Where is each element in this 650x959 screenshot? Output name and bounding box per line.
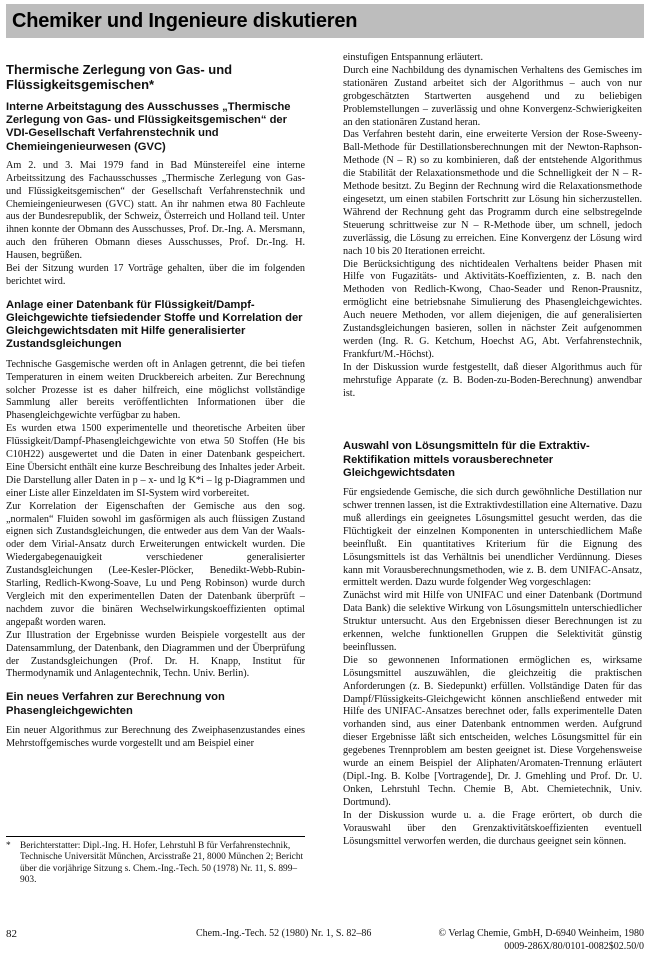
paragraph: Ein neuer Algorithmus zur Berechnung des Zweiphasenzustandes eines Mehrstoffgemisches wurde vorgestellt und am Beispiel einer <box>6 724 305 749</box>
paragraph: einstufigen Entspannung erläutert. <box>343 52 484 63</box>
page-footer <box>6 928 644 956</box>
section-banner <box>6 4 644 38</box>
paragraph: Zunächst wird mit Hilfe von UNIFAC und einer Datenbank (Dortmund Data Bank) die selektive Wirkung von Lösungsmitteln unterschiedlicher Struktur untersucht. Aus den Ergebnissen dieser Berechnungen ist zu erkennen, welche funktionellen Gruppen die Selektivität günstig beeinflussen. <box>343 590 642 653</box>
paragraph: Die Berücksichtigung des nichtidealen Verhaltens beider Phasen mit Hilfe von Fugazitäts- und Aktivitäts-Koeffizienten, z. B. nach den Methoden von Redlich-Kwong, Chao-Seader und Renon-Prausnitz, ermöglicht eine betriebsnahe Simulierung des Phasengleichgewichtes. Auch neuere Methoden, vor allem diejenigen, die auf generalisierten Zustandsgleichungen basieren, sollen in nächster Zeit aufgenommen werden (Ing. R. G. Ketchum, Hoechst AG, Abt. Verfahrenstechnik, Frankfurt/M.-Höchst). <box>343 258 642 360</box>
footnote-mark: * <box>6 841 11 851</box>
page-number: 82 <box>6 928 17 940</box>
paragraph: In der Diskussion wurde u. a. die Frage erörtert, ob durch die Vorauswahl über den Grenzaktivitätskoeffizienten eventuell Lösungsmittel verworfen werden, die durchaus geeignet sein können. <box>343 809 642 847</box>
section-heading: Auswahl von Lösungsmitteln für die Extraktiv-Rektifikation mittels vorausberechneter Gleichgewichtsdaten <box>343 440 590 479</box>
footnote <box>6 836 305 887</box>
paragraph: Zur Illustration der Ergebnisse wurden Beispiele vorgestellt aus der Datensammlung, der Datenbank, den Diagrammen und der Überprüfung der Zustandsgleichungen (Prof. Dr. H. Knapp, Institut für Thermodynamik und Anlagentechnik, Techn. Univ. Berlin). <box>6 629 305 680</box>
section-heading: Ein neues Verfahren zur Berechnung von Phasengleichgewichten <box>6 691 225 717</box>
issn-code: 0009-286X/80/0101-0082$02.50/0 <box>504 941 644 952</box>
paragraph: Das Verfahren besteht darin, eine erweiterte Version der Rose-Sweeny-Ball-Methode für Destillationsberechnungen mit der Newton-Raphson-Methode (N – R) so zu kombinieren, daß der entstehende Algorithmus die Stabilität der Relaxationsmethode und die Schnelligkeit der N – R-Methode besitzt. Zu Beginn der Rechnung wird die Relaxationsmethode eingesetzt, um einen stabilen Fortschritt zur Lösung hin sicherzustellen. Während der Rechnung geht das Programm durch eine selbstregelnde Steuerung schrittweise zur N – R-Methode über, um schnell, jedoch zuverlässig, die Lösung zu erreichen. Eine Konvergenz der Lösung wird nach 10 bis 20 Iterationen erreicht. <box>343 129 642 257</box>
banner-title: Chemiker und Ingenieure diskutieren <box>12 10 358 32</box>
paragraph: Es wurden etwa 1500 experimentelle und theoretische Arbeiten über Flüssigkeit/Dampf-Phasengleichgewichte von etwa 50 Stoffen (He bis C10H22) ausgewertet und die Daten in einer Datenbank gespeichert. Eine Übersicht enthält eine kurze Beschreibung des Inhaltes jeder Arbeit. Die Darstellung aller Daten in p – x- und lg K*i – lg p-Diagrammen und einer Liste aller Einzeldaten im SI-System wird vorbereitet. <box>6 423 305 499</box>
footnote-text: Berichterstatter: Dipl.-Ing. H. Hofer, Lehrstuhl B für Verfahrenstechnik, Technische Universität München, Arcisstraße 21, 8000 München 2; Bericht über die vorjährige Sitzung s. Chem.-Ing.-Tech. 50 (1978) Nr. 11, S. 899–903. <box>20 841 304 886</box>
article-subheading: Interne Arbeitstagung des Ausschusses „Thermische Zerlegung von Gas- und Flüssigkeitsgemischen“ der VDI-Gesellschaft Verfahrenstechnik und Chemieingenieurwesen (GVC) <box>6 101 291 153</box>
copyright-notice: © Verlag Chemie, GmbH, D-6940 Weinheim, 1980 <box>438 928 644 939</box>
right-column <box>343 52 642 882</box>
paragraph: In der Diskussion wurde festgestellt, daß dieser Algorithmus auch für mehrstufige Apparate (z. B. Boden-zu-Boden-Berechnung) anwendbar ist. <box>343 361 642 399</box>
paragraph: Durch eine Nachbildung des dynamischen Verhaltens des Gemisches im stationären Zustand arbeitet sich der Algorithmus – auch von nur grobgeschätzten Startwerten ausgehend und zu beliebigen Problemstellungen – zuverlässig und ohne Konvergenz-Schwierigkeiten an den stationären Zustand heran. <box>343 64 642 128</box>
paragraph: Die so gewonnenen Informationen ermöglichen es, wirksame Lösungsmittel auszuwählen, die gleichzeitig die praktischen Anforderungen (z. B. Siedepunkt) erfüllen. Vollständige Daten für das Dampf/Flüssigkeits-Gleichgewicht können anschließend entweder mit Hilfe des UNIFAC-Ansatzes berechnet oder, falls experimentelle Daten vorhanden sind, aus einer Datenbank entnommen werden. Aufgrund dieser Ergebnisse läßt sich entscheiden, welches Lösungsmittel für ein gegebenes Trennproblem am besten geeignet ist. Diese Vorgehensweise wurde an einem Beispiel der Aliphaten/Aromaten-Trennung erläutert (Dipl.-Ing. B. Kolbe [Vortragende], Dr. J. Gmehling und Prof. Dr. U. Onken, Lehrstuhl Techn. Chemie B, Abt. Chemietechnik, Univ. Dortmund). <box>343 654 642 808</box>
section-heading: Anlage einer Datenbank für Flüssigkeit/Dampf-Gleichgewichte tiefsiedender Stoffe und Korrelation der Gleichgewichtsdaten mit Hilfe generalisierter Zustandsgleichungen <box>6 298 303 351</box>
journal-citation: Chem.-Ing.-Tech. 52 (1980) Nr. 1, S. 82–86 <box>196 928 372 939</box>
left-column <box>6 62 305 882</box>
article-heading: Thermische Zerlegung von Gas- und Flüssigkeitsgemischen* <box>6 62 233 92</box>
paragraph: Für engsiedende Gemische, die sich durch gewöhnliche Destillation nur schwer trennen lassen, ist die Extraktivdestillation eine Alternative. Dazu muß allerdings ein geeignetes Lösungsmittel gesucht werden, das die Flüchtigkeit der einzelnen Komponenten in unterschiedlichem Maße beeinflußt. Ein quantitatives Kriterium für die Eignung des Lösungsmittels ist das Verhältnis bei unendlicher Verdünnung. Dieses kann mit Vorausberechnungsmethoden, wie z. B. dem UNIFAC-Ansatz, ermittelt werden. Dazu wurde folgender Weg vorgeschlagen: <box>343 487 642 589</box>
paragraph: Bei der Sitzung wurden 17 Vorträge gehalten, über die im folgenden berichtet wird. <box>6 263 305 287</box>
paragraph: Am 2. und 3. Mai 1979 fand in Bad Münstereifel eine interne Arbeitssitzung des Fachausschusses „Thermische Zerlegung von Gas- und Flüssigkeitsgemischen“ der Gesellschaft Verfahrenstechnik und Chemieingenieurwesen (GVC) statt. An ihr nahmen etwa 80 Fachleute aus der Bundesrepublik, der Schweiz, Österreich und Holland teil. Unter ihnen konnte der Obmann des Ausschusses, Prof. Dr.-Ing. A. Mersmann, auch den früheren Obmann dieses Ausschusses, Prof. Dr.-Ing. H. Hausen, begrüßen. <box>6 159 305 262</box>
paragraph: Zur Korrelation der Eigenschaften der Gemische aus den sog. „normalen“ Fluiden sowohl im gasförmigen als auch flüssigen Zustand eignen sich Zustandsgleichungen, die entweder aus dem Van der Waals- oder dem Virial-Ansatz durch Erweiterungen entwickelt wurden. Die Wiedergabegenauigkeit verschiedener generalisierter Zustandsgleichungen (Lee-Kesler-Plöcker, Benedikt-Webb-Rubin-Starling, Redlich-Kwong-Soave, Lu und Peng Robinson) wurde durch Vergleich mit den experimentellen Daten der Datenbank überprüft – nachdem zuvor die binären Wechselwirkungskoeffizienten optimal angepaßt worden waren. <box>6 500 305 628</box>
paragraph: Technische Gasgemische werden oft in Anlagen getrennt, die bei tiefen Temperaturen in einem weiten Druckbereich arbeiten. Zur Berechnung solcher Prozesse ist es daher hilfreich, eine möglichst vollständige Sammlung aller bereits veröffentlichten Informationen über die Phasengleichgewichte verfügbar zu haben. <box>6 358 305 422</box>
